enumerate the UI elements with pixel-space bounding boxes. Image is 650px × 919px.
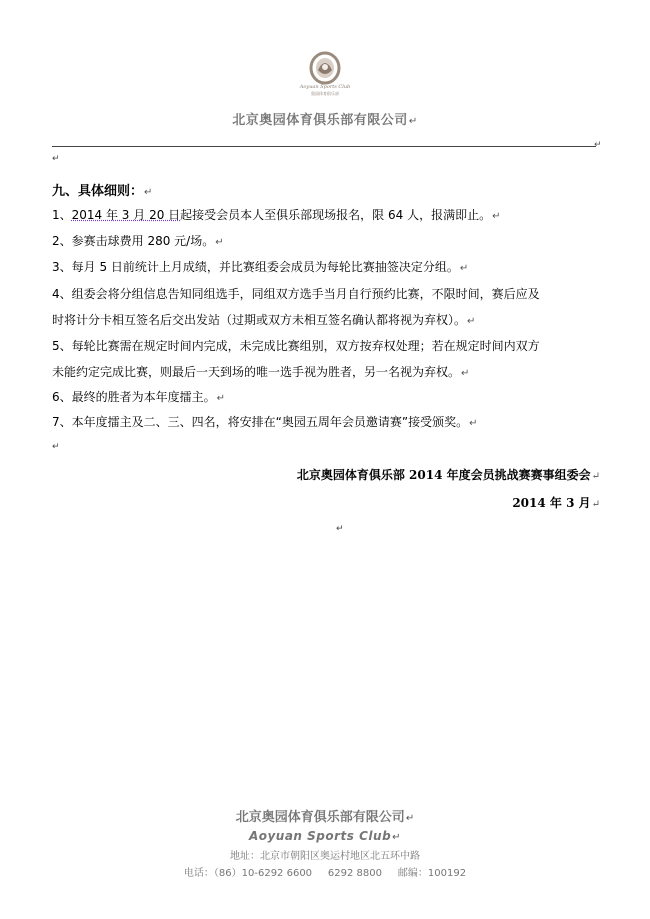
- return-arrow-icon: ↵: [594, 140, 602, 150]
- return-arrow-icon: ↵: [591, 471, 600, 482]
- signature-date: 2014 年 3 月↵: [512, 496, 600, 510]
- return-arrow-icon: ↵: [144, 187, 153, 198]
- footer-contact: 电话：（86）10-6292 6600 6292 8800 邮编：100192: [183, 868, 467, 879]
- list-item: 6、最终的胜者为本年度擂主。↵: [52, 390, 226, 404]
- list-item: 4、组委会将分组信息告知同组选手，同组双方选手当月自行预约比赛，不限时间，赛后应及: [52, 287, 540, 301]
- section-title: 九、具体细则：↵: [52, 184, 153, 199]
- signature-line: 北京奥园体育俱乐部 2014 年度会员挑战赛赛事组委会↵: [296, 468, 600, 482]
- list-item: 2、参赛击球费用 280 元/场。↵: [52, 234, 224, 248]
- header-company-text: 北京奥园体育俱乐部有限公司: [232, 113, 408, 128]
- header-rule: [52, 146, 596, 147]
- header-company-name: [0, 109, 650, 128]
- footer-english-name: Aoyuan Sports Club↵: [248, 829, 402, 843]
- list-item: 5、每轮比赛需在规定时间内完成，未完成比赛组别，双方按弃权处理；若在规定时间内双方: [52, 339, 540, 353]
- list-item: 1、2014 年 3 月 20 日起接受会员本人至俱乐部现场报名，限 64 人，报满即止。↵: [52, 208, 501, 222]
- return-arrow-icon: ↵: [405, 813, 415, 824]
- return-arrow-icon: ↵: [52, 154, 60, 164]
- footer-company-name: 北京奥园体育俱乐部有限公司↵: [235, 810, 415, 825]
- date-underlined: 2014 年 3 月 20 日: [71, 208, 181, 222]
- return-arrow-icon: ↵: [591, 499, 600, 510]
- logo-english-name: Aoyuan Sports Club: [299, 84, 351, 90]
- return-arrow-icon: ↵: [461, 368, 470, 379]
- footer-address: 地址：北京市朝阳区奥运村地区北五环中路: [230, 851, 420, 862]
- return-arrow-icon: ↵: [492, 211, 501, 222]
- return-arrow-icon: ↵: [469, 418, 478, 429]
- return-arrow-icon: ↵: [215, 237, 224, 248]
- return-arrow-icon: ↵: [336, 524, 344, 534]
- list-item: 7、本年度擂主及二、三、四名，将安排在“奥园五周年会员邀请赛”接受颁奖。↵: [52, 415, 478, 429]
- list-item-continuation: 时将计分卡相互签名后交出发站（过期或双方未相互签名确认都将视为弃权）。↵: [52, 313, 476, 327]
- return-arrow-icon: ↵: [216, 393, 226, 404]
- list-item-continuation: 未能约定完成比赛，则最后一天到场的唯一选手视为胜者，另一名视为弃权。↵: [52, 365, 470, 379]
- return-arrow-icon: ↵: [392, 832, 402, 843]
- return-arrow-icon: ↵: [467, 316, 476, 327]
- return-arrow-icon: ↵: [459, 263, 469, 274]
- return-arrow-icon: ↵: [52, 442, 60, 452]
- return-arrow-icon: ↵: [408, 116, 418, 127]
- logo-chinese-name: 奥园体育俱乐部: [311, 91, 339, 96]
- list-item: 3、每月 5 日前统计上月成绩，并比赛组委会成员为每轮比赛抽签决定分组。↵: [52, 260, 469, 274]
